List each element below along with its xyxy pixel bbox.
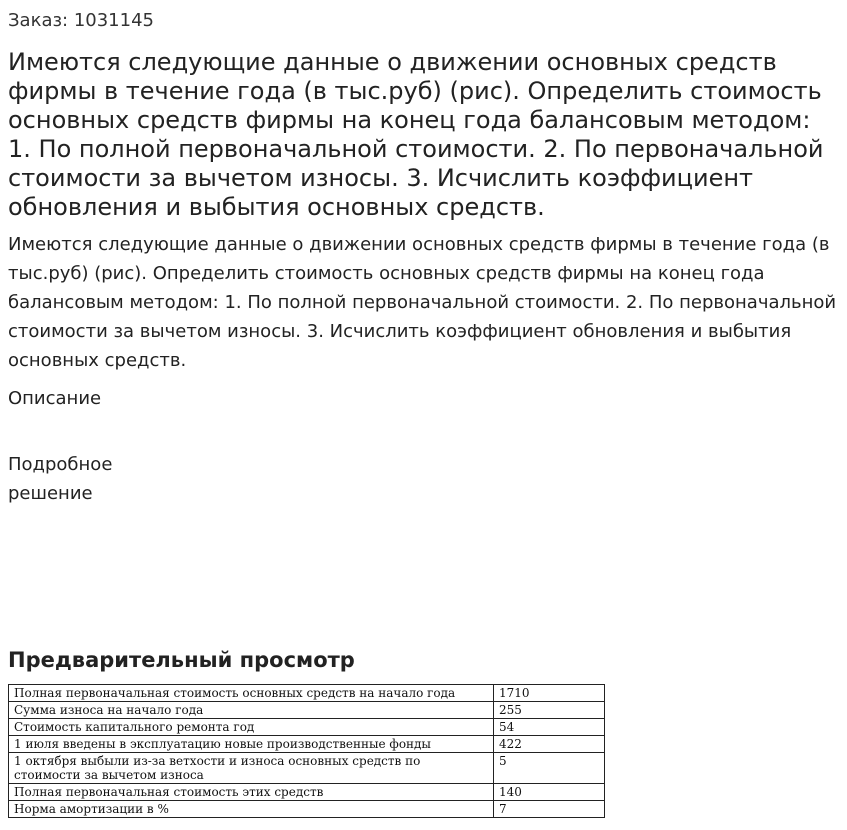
row-label: Сумма износа на начало года: [9, 702, 494, 719]
row-value: 7: [494, 801, 605, 818]
row-label: Полная первоначальная стоимость этих средств: [9, 784, 494, 801]
detailed-solution-link[interactable]: Подробное решение: [8, 454, 113, 504]
row-label: 1 июля введены в эксплуатацию новые производственные фонды: [9, 736, 494, 753]
table-row: [9, 702, 605, 719]
row-value: 54: [494, 719, 605, 736]
table-row: [9, 801, 605, 818]
row-label: Норма амортизации в %: [9, 801, 494, 818]
table-row: [9, 719, 605, 736]
row-value: 140: [494, 784, 605, 801]
row-value: 1710: [494, 685, 605, 702]
row-value: 422: [494, 736, 605, 753]
order-number: Заказ: 1031145: [8, 10, 154, 31]
row-value: 5: [494, 753, 605, 784]
task-description: Имеются следующие данные о движении основных средств фирмы в течение года (в тыс.руб) (рис). Определить стоимость основных средств фирмы на конец года балансовым методом: 1. По полной первоначальной стоимости. 2. По первоначальной стоимости за вычетом износы. 3. Исчислить коэффициент обновления и выбытия основных средств.: [8, 234, 837, 371]
table-row: [9, 685, 605, 702]
table-row: [9, 784, 605, 801]
row-label: 1 октября выбыли из-за ветхости и износа основных средств по стоимости за вычетом износа: [9, 753, 494, 784]
description-tab[interactable]: Описание: [8, 388, 102, 409]
table-row: [9, 753, 605, 784]
preview-title: Предварительный просмотр: [8, 648, 355, 672]
row-label: Полная первоначальная стоимость основных средств на начало года: [9, 685, 494, 702]
row-value: 255: [494, 702, 605, 719]
task-headline: Имеются следующие данные о движении основных средств фирмы в течение года (в тыс.руб) (рис). Определить стоимость основных средств фирмы на конец года балансовым методом: 1. По полной первоначальной стоимости. 2. По первоначальной стоимости за вычетом износы. 3. Исчислить коэффициент обновления и выбытия основных средств.: [8, 48, 824, 221]
preview-table: [8, 684, 605, 818]
preview-box: [8, 684, 606, 824]
table-row: [9, 736, 605, 753]
row-label: Стоимость капитального ремонта год: [9, 719, 494, 736]
